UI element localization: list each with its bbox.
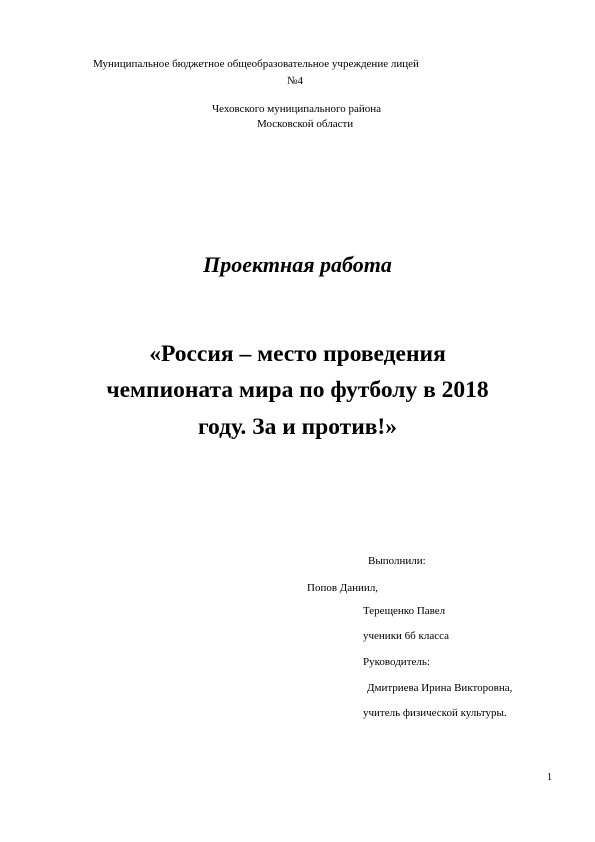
document-title-line1: «Россия – место проведения bbox=[149, 341, 446, 367]
supervisor-role: учитель физической культуры. bbox=[363, 707, 507, 719]
performed-by-label: Выполнили: bbox=[368, 555, 426, 567]
author-1-name: Попов Даниил, bbox=[307, 582, 379, 594]
institution-name-line1: Муниципальное бюджетное общеобразовательное учреждение лицей bbox=[93, 58, 419, 70]
author-class: ученики 6б класса bbox=[363, 630, 450, 642]
document-title-line2: чемпионата мира по футболу в 2018 bbox=[106, 377, 489, 403]
author-2-name: Терещенко Павел bbox=[363, 605, 446, 617]
supervisor-label: Руководитель: bbox=[363, 656, 430, 668]
page-number: 1 bbox=[547, 772, 552, 783]
institution-name-line2: №4 bbox=[287, 75, 303, 87]
document-subtitle: Проектная работа bbox=[203, 252, 392, 277]
document-title-line3: году. За и против!» bbox=[197, 414, 398, 440]
region-name: Московской области bbox=[257, 118, 354, 130]
district-name: Чеховского муниципального района bbox=[212, 103, 382, 115]
supervisor-name: Дмитриева Ирина Викторовна, bbox=[367, 682, 513, 694]
